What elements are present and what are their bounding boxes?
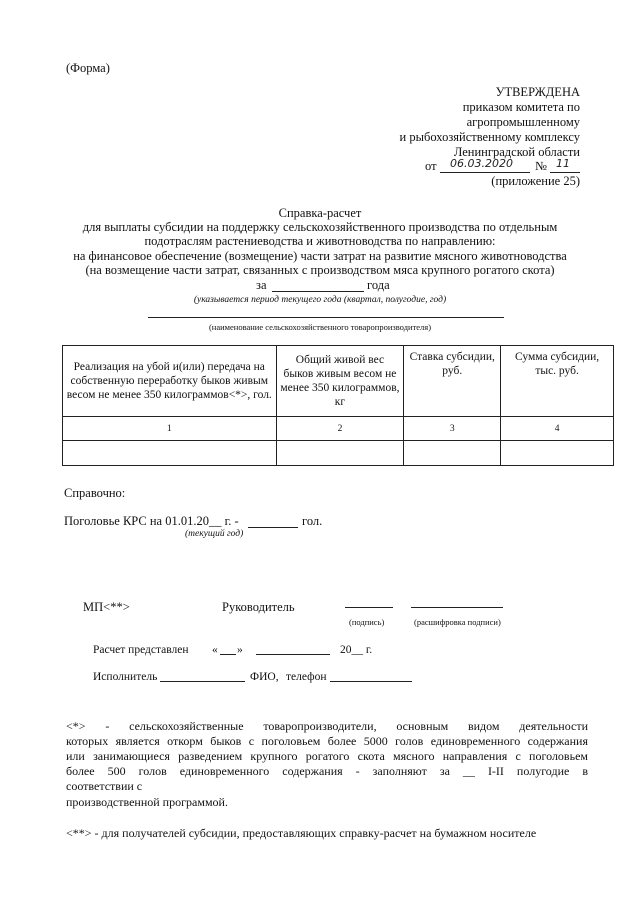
approval-line: и рыбохозяйственному комплексу [399, 130, 580, 144]
quote-close: » [237, 644, 243, 656]
phone-field[interactable] [330, 681, 412, 682]
table-input-cell[interactable] [63, 441, 277, 466]
approval-date-line [440, 172, 530, 173]
table-header-cell: Общий живой вес быков живым весом не менее 350 килограммов, кг [276, 346, 404, 417]
submitted-label: Расчет представлен [93, 644, 189, 656]
approval-number-handwritten: 11 [556, 157, 570, 170]
table-header-cell: Сумма субсидии, тыс. руб. [501, 346, 614, 417]
year-suffix: 20__ г. [340, 644, 373, 656]
table-number-cell: 3 [404, 417, 501, 441]
period-field[interactable] [272, 291, 364, 292]
period-suffix: года [367, 278, 390, 292]
heading-line: подотраслям растениеводства и животноводства по направлению: [144, 234, 496, 248]
table-input-cell[interactable] [404, 441, 501, 466]
table-number-cell: 2 [276, 417, 404, 441]
executor-label: Исполнитель [93, 671, 158, 683]
day-field[interactable] [220, 654, 236, 655]
livestock-unit: гол. [302, 514, 323, 528]
period-prefix: за [256, 278, 267, 292]
livestock-text: Поголовье КРС на 01.01.20__ г. - [64, 514, 239, 528]
document-title: Справка-расчет [278, 206, 362, 220]
footnote-line: или занимающиеся разведением крупного рогатого скота мясного направления с поголовьем [66, 749, 588, 763]
head-label: Руководитель [222, 600, 295, 614]
producer-hint: (наименование сельскохозяйственного товаропроизводителя) [208, 322, 432, 332]
executor-field[interactable] [160, 681, 245, 682]
year-hint: (текущий год) [185, 529, 244, 539]
table-header-cell: Ставка субсидии, руб. [404, 346, 501, 417]
table-header-cell: Реализация на убой и(или) передача на собственную переработку быков живым весом не менее 350 килограммов<*>, гол. [63, 346, 277, 417]
heading-line: для выплаты субсидии на поддержку сельскохозяйственного производства по отдельным [82, 220, 558, 234]
livestock-field[interactable] [248, 527, 298, 528]
heading-line: (на возмещение части затрат, связанных с производством мяса крупного рогатого скота) [85, 263, 555, 277]
heading-line: на финансовое обеспечение (возмещение) части затрат на развитие мясного животноводства [73, 249, 567, 263]
quote-open: « [212, 644, 218, 656]
approval-title: УТВЕРЖДЕНА [495, 85, 580, 99]
reference-label: Справочно: [64, 486, 126, 500]
footnote-line: соответствии с [66, 779, 143, 793]
approval-date-handwritten: 06.03.2020 [450, 157, 513, 170]
month-field[interactable] [256, 654, 330, 655]
footnote-stamp: <**> - для получателей субсидии, предоставляющих справку-расчет на бумажном носителе [66, 826, 537, 840]
producer-name-field[interactable] [148, 317, 504, 318]
table-number-cell: 4 [501, 417, 614, 441]
period-hint: (указывается период текущего года (квартал, полугодие, год) [193, 295, 447, 305]
approval-line: приказом комитета по [462, 100, 580, 114]
approval-line: Ленинградской области [453, 145, 580, 159]
stamp-label: МП<**> [83, 600, 130, 614]
footnote-line: производственной программой. [66, 795, 228, 809]
decode-hint: (расшифровка подписи) [414, 617, 501, 627]
phone-label: телефон [286, 671, 327, 683]
approval-appendix: (приложение 25) [491, 174, 580, 188]
signature-field[interactable] [345, 607, 393, 608]
subsidy-table [62, 345, 614, 466]
footnote-line: более 500 голов единовременного содержания - заполняют за __ I-II полугодие в [66, 764, 588, 778]
form-label: (Форма) [66, 61, 110, 75]
footnote-line: <*> - сельскохозяйственные товаропроизводители, основным видом деятельности [66, 719, 588, 733]
signature-decode-field[interactable] [411, 607, 503, 608]
footnote-line: которых является откорм быков с поголовьем более 5000 голов единовременного содержания [66, 734, 588, 748]
table-input-cell[interactable] [276, 441, 404, 466]
approval-number-prefix: № [535, 159, 547, 173]
table-number-cell: 1 [63, 417, 277, 441]
approval-number-line [550, 172, 580, 173]
approval-date-prefix: от [425, 159, 437, 173]
approval-line: агропромышленному [466, 115, 580, 129]
fio-label: ФИО, [250, 671, 279, 683]
sign-hint: (подпись) [349, 617, 385, 627]
table-input-cell[interactable] [501, 441, 614, 466]
